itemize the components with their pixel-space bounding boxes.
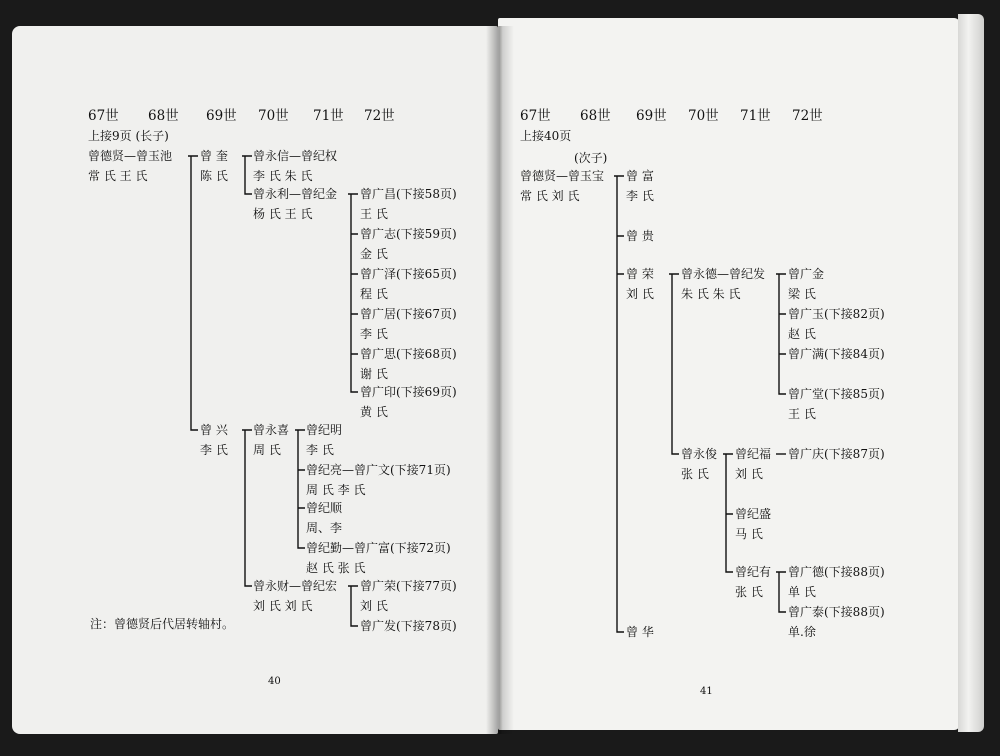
left-header [88,108,395,124]
gen-label: 68世 [148,108,179,124]
person-name: 张 氏 [681,467,709,481]
person-name: 曾 贵 [626,229,654,243]
person-name: 周、李 [306,521,343,535]
person-name: 曾广志(下接59页) [360,227,457,241]
gen-label: 67世 [88,108,119,124]
person-name: 曾永俊 [681,447,718,461]
gen-label: 70世 [258,108,289,124]
person-name: 曾广荣(下接77页) [360,579,457,593]
right-tree-lines [614,176,786,632]
person-name: 刘 氏 [626,287,654,301]
person-name: 朱 氏 朱 氏 [681,287,741,301]
person-name: 曾永信—曾纪权 [253,149,338,163]
person-name: 刘 氏 [360,599,388,613]
gen-label: 67世 [520,108,551,124]
person-name: 曾广泰(下接88页) [788,605,885,619]
continuation-note: (次子) [574,151,608,165]
continuation-note: 上接40页 [520,129,572,143]
gen-label: 72世 [364,108,395,124]
person-name: 李 氏 [360,327,388,341]
person-name: 谢 氏 [360,367,388,381]
person-name: 张 氏 [735,585,763,599]
gen-label: 68世 [580,108,611,124]
person-name: 曾广泽(下接65页) [360,267,457,281]
person-name: 李 氏 [626,189,654,203]
person-name: 曾纪盛 [735,507,772,521]
person-name: 曾纪亮—曾广文(下接71页) [306,463,451,477]
person-name: 李 氏 [200,443,228,457]
person-name: 金 氏 [360,247,388,261]
gen-label: 69世 [636,108,667,124]
person-name: 曾广堂(下接85页) [788,387,885,401]
person-name: 刘 氏 [735,467,763,481]
left-names [88,148,457,633]
person-name: 周 氏 [253,443,281,457]
person-name: 赵 氏 [788,327,816,341]
person-name: 程 氏 [360,287,388,301]
person-name: 曾德贤—曾玉宝 [520,169,605,183]
person-name: 陈 氏 [200,169,228,183]
branch-line [242,430,252,586]
person-name: 曾广居(下接67页) [360,307,457,321]
gen-label: 69世 [206,108,237,124]
branch-line [348,194,358,392]
person-name: 曾广满(下接84页) [788,347,885,361]
person-name: 曾广德(下接88页) [788,565,885,579]
branch-line [295,430,305,548]
person-name: 马 氏 [735,527,763,541]
person-name: 常 氏 王 氏 [88,169,148,183]
person-name: 刘 氏 刘 氏 [253,599,313,613]
person-name: 单 氏 [788,585,816,599]
person-name: 曾永利—曾纪金 [253,187,338,201]
person-name: 曾 富 [626,169,654,183]
person-name: 李 氏 朱 氏 [253,169,313,183]
gen-label: 72世 [792,108,823,124]
right-names [520,168,885,639]
page-number: 40 [268,676,281,687]
person-name: 周 氏 李 氏 [306,483,366,497]
footnote: 注：曾德贤后代居转轴村。 [90,617,235,631]
gen-label: 70世 [688,108,719,124]
person-name: 赵 氏 张 氏 [306,561,366,575]
right-header [520,108,823,124]
person-name: 曾纪勤—曾广富(下接72页) [306,541,451,555]
person-name: 曾广发(下接78页) [360,619,457,633]
person-name: 曾纪明 [306,423,343,437]
person-name: 曾广庆(下接87页) [788,447,885,461]
person-name: 曾纪福 [735,447,772,461]
person-name: 曾纪有 [735,565,772,579]
person-name: 曾德贤—曾玉池 [88,149,173,163]
person-name: 曾广金 [788,267,825,281]
person-name: 常 氏 刘 氏 [520,189,580,203]
person-name: 曾 奎 [200,149,228,163]
person-name: 曾广玉(下接82页) [788,307,885,321]
branch-line [723,454,733,572]
branch-line [188,156,198,430]
person-name: 曾永德—曾纪发 [681,267,766,281]
page-number: 41 [700,686,713,697]
person-name: 曾广思(下接68页) [360,347,457,361]
left-tree-lines [188,156,358,626]
branch-line [614,176,624,632]
person-name: 曾永喜 [253,423,290,437]
gen-label: 71世 [740,108,771,124]
person-name: 王 氏 [360,207,388,221]
person-name: 曾 兴 [200,423,228,437]
branch-line [669,274,679,454]
person-name: 单.徐 [788,625,816,639]
person-name: 曾广昌(下接58页) [360,187,457,201]
person-name: 黄 氏 [360,405,388,419]
person-name: 曾永财—曾纪宏 [253,579,338,593]
person-name: 梁 氏 [788,287,816,301]
continuation-note: 上接9页 (长子) [88,129,169,143]
branch-line [242,156,252,194]
person-name: 曾 荣 [626,267,654,281]
person-name: 曾广印(下接69页) [360,385,457,399]
branch-line [776,572,786,612]
person-name: 李 氏 [306,443,334,457]
person-name: 杨 氏 王 氏 [253,207,313,221]
branch-line [776,274,786,394]
person-name: 曾纪顺 [306,501,343,515]
person-name: 曾 华 [626,625,654,639]
person-name: 王 氏 [788,407,816,421]
gen-label: 71世 [313,108,344,124]
branch-line [348,586,358,626]
